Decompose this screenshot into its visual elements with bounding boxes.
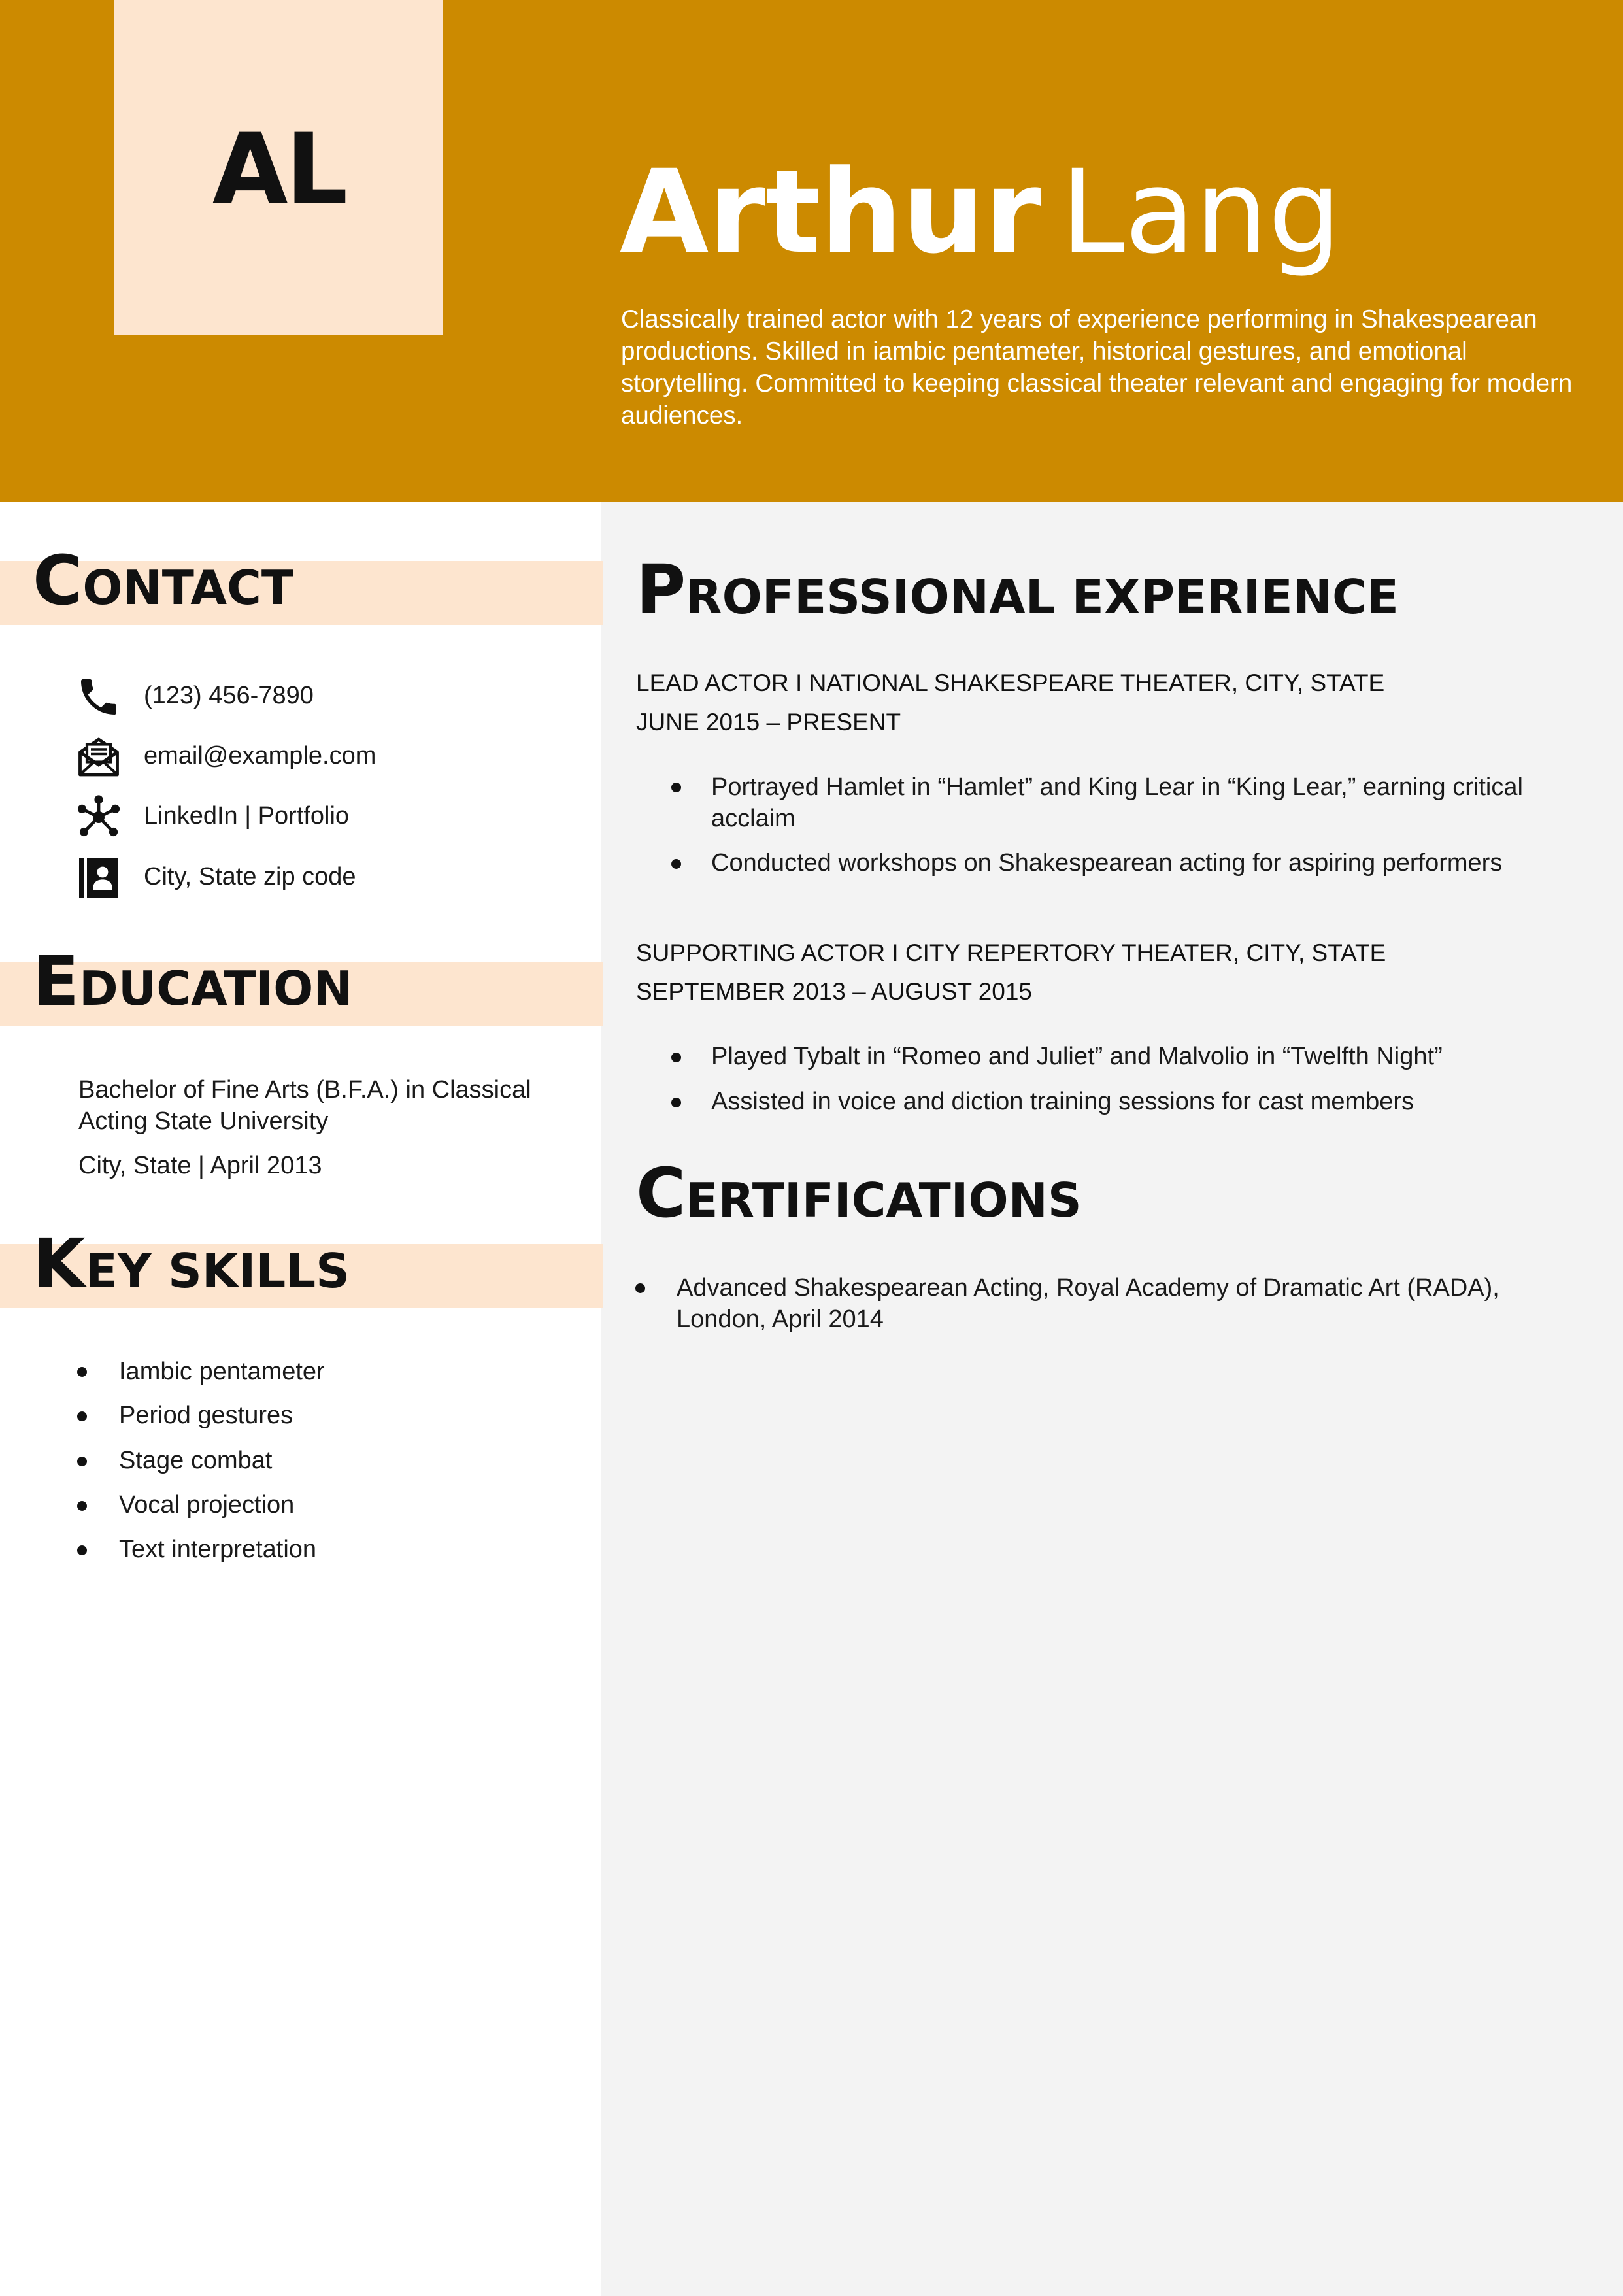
mail-icon [75, 734, 122, 781]
links-text: LinkedIn | Portfolio [144, 802, 350, 830]
job-bullet: Assisted in voice and diction training sessions for cast members [711, 1088, 1414, 1115]
network-icon [75, 794, 122, 841]
contact-heading: CONTACT [33, 541, 293, 620]
education-degree: Bachelor of Fine Arts (B.F.A.) in Classical Acting State University [78, 1076, 531, 1135]
cert-bullet-dot [635, 1283, 645, 1293]
skill-bullet [77, 1545, 87, 1555]
last-name: Lang [1060, 145, 1341, 279]
contact-email [75, 728, 592, 781]
cert-item: Advanced Shakespearean Acting, Royal Academy of Dramatic Art (RADA), London, April 2014 [677, 1274, 1499, 1333]
monogram: AL [212, 113, 346, 227]
job-title: SUPPORTING ACTOR I CITY REPERTORY THEATER, CITY, STATE [636, 939, 1386, 966]
job-bullet: Portrayed Hamlet in “Hamlet” and King Lear in “King Lear,” earning critical acclaim [711, 773, 1523, 832]
skill-bullet [77, 1501, 87, 1511]
address-text: City, State zip code [144, 863, 356, 890]
job-bullet-dot [671, 1098, 681, 1107]
job-bullet-dot [671, 859, 681, 869]
address-book-icon [75, 854, 122, 902]
contact-phone [75, 668, 592, 720]
contact-address [75, 849, 592, 902]
profile-summary: Classically trained actor with 12 years of experience performing in Shakespearean productions. Skilled in iambic pentameter, historical gestures, and emotional storytelling. Committed to keeping classical theater relevant and engaging for modern audiences. [621, 305, 1573, 430]
skill-bullet [77, 1411, 87, 1421]
header-banner [0, 0, 1623, 502]
skill-bullet [77, 1457, 87, 1466]
monogram-box [114, 0, 443, 335]
contact-links [75, 788, 592, 841]
education-details: City, State | April 2013 [78, 1152, 322, 1179]
skill-item: Text interpretation [119, 1536, 317, 1563]
skill-item: Stage combat [119, 1447, 273, 1474]
email-text: email@example.com [144, 742, 376, 769]
full-name [620, 147, 1341, 278]
skill-item: Iambic pentameter [119, 1358, 325, 1385]
education-heading: EDUCATION [33, 941, 353, 1021]
skill-item: Vocal projection [119, 1491, 295, 1519]
job-bullet-dot [671, 1053, 681, 1062]
job-bullet: Conducted workshops on Shakespearean acting for aspiring performers [711, 849, 1503, 877]
job-title: LEAD ACTOR I NATIONAL SHAKESPEARE THEATER, CITY, STATE [636, 669, 1385, 696]
experience-heading: PROFESSIONAL EXPERIENCE [636, 550, 1399, 630]
job-bullet-dot [671, 783, 681, 792]
phone-icon [75, 673, 122, 720]
job-dates: SEPTEMBER 2013 – AUGUST 2015 [636, 978, 1033, 1005]
certifications-heading: CERTIFICATIONS [636, 1153, 1082, 1233]
skills-heading: KEY SKILLS [33, 1224, 350, 1304]
skill-item: Period gestures [119, 1402, 293, 1429]
skill-bullet [77, 1367, 87, 1377]
job-bullet: Played Tybalt in “Romeo and Juliet” and Malvolio in “Twelfth Night” [711, 1043, 1443, 1070]
phone-text: (123) 456-7890 [144, 682, 314, 709]
job-dates: JUNE 2015 – PRESENT [636, 709, 901, 735]
first-name: Arthur [620, 145, 1041, 279]
